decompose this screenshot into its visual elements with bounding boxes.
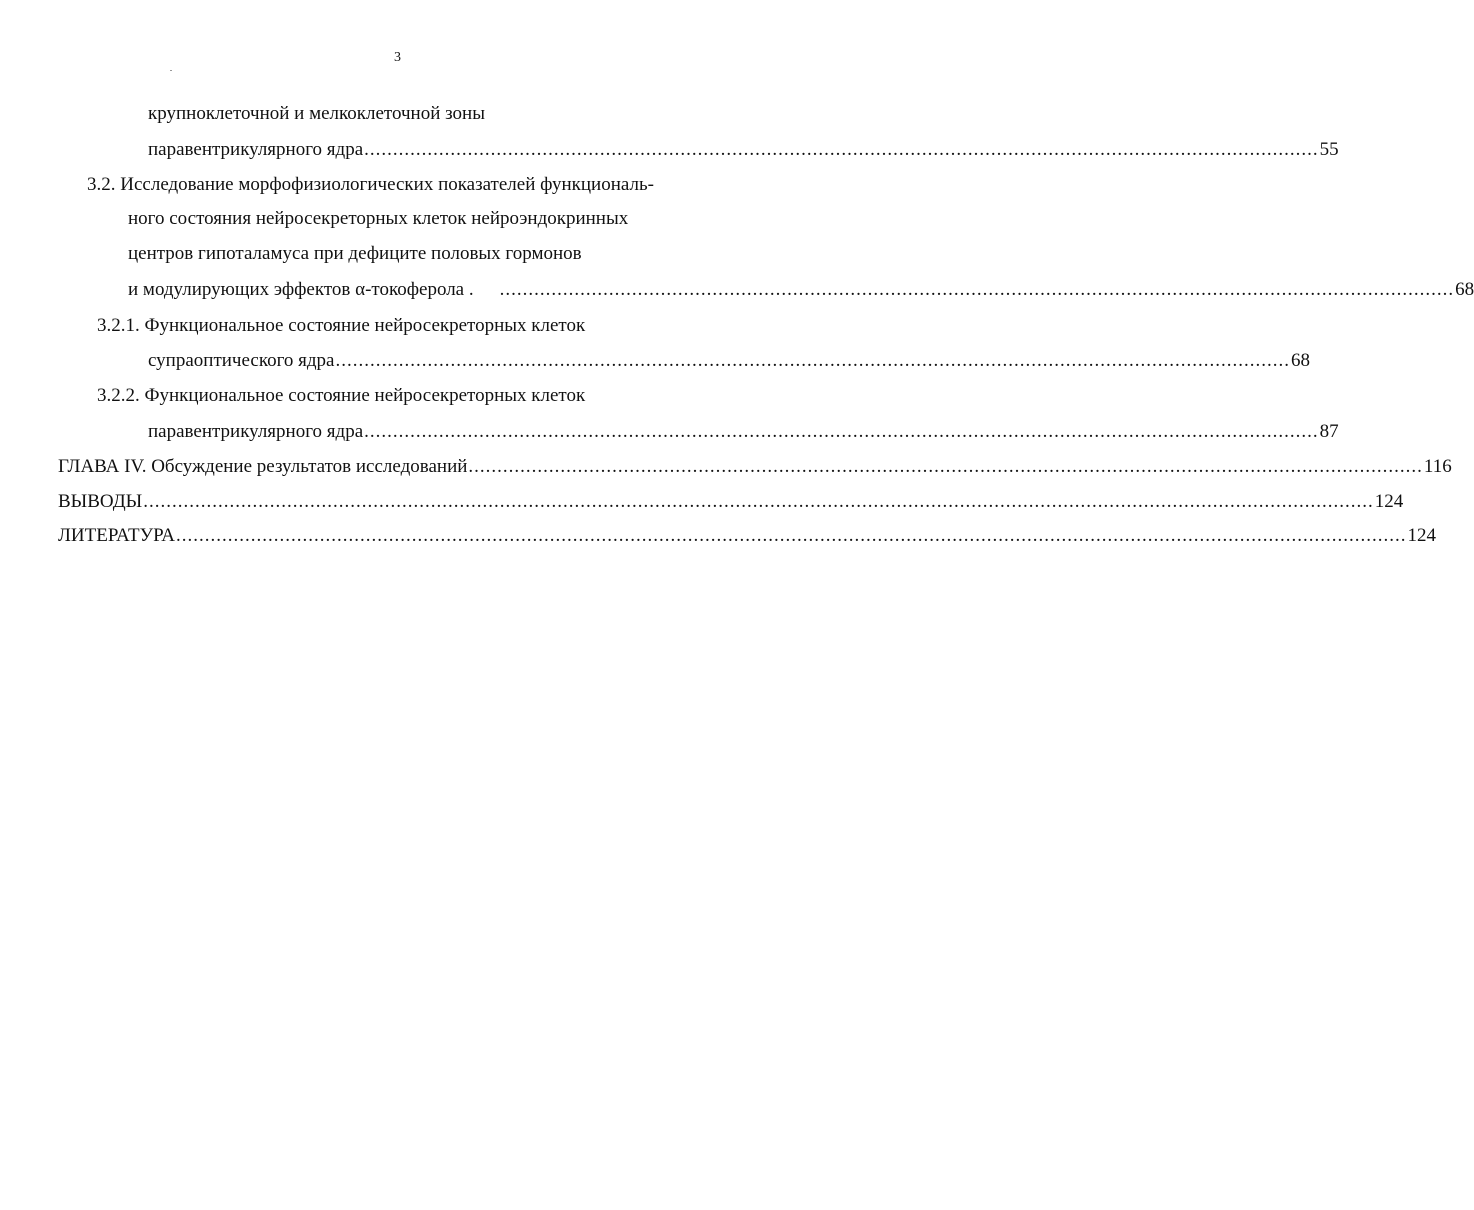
toc-line [87, 170, 654, 200]
toc-page-number: 68 [1291, 350, 1310, 371]
leader-dots: ...................................................................................................................................................................... [364, 139, 1319, 160]
leader-dots: ...................................................................................................................................................................... [499, 279, 1455, 300]
scan-speck [170, 70, 172, 71]
toc-line [148, 99, 485, 129]
toc-line [58, 487, 1404, 517]
leader-dots: ...................................................................................................................................................................... [335, 350, 1290, 371]
leader-dots: ...................................................................................................................................................................... [468, 456, 1423, 477]
toc-page-number: 116 [1423, 456, 1452, 477]
toc-entry-text: ЛИТЕРАТУРА [58, 525, 175, 546]
toc-entry-text: супраоптического ядра [148, 350, 335, 371]
toc-entry-text: 3.2.1. Функциональное состояние нейросекреторных клеток [97, 315, 586, 336]
toc-page-number: 87 [1319, 421, 1339, 442]
toc-entry-text: ВЫВОДЫ [58, 491, 143, 512]
toc-entry-text: ГЛАВА IV. Обсуждение результатов исследований [58, 456, 468, 477]
toc-line [58, 452, 1452, 482]
toc-entry-text: и модулирующих эффектов α-токоферола . [128, 279, 474, 300]
toc-entry-text: ного состояния нейросекреторных клеток нейроэндокринных [128, 208, 629, 229]
toc-line [148, 135, 1339, 165]
toc-entry-text: 3.2. Исследование морфофизиологических показателей функциональ- [87, 174, 654, 195]
toc-line [128, 239, 582, 269]
leader-dots: ...................................................................................................................................................................... [364, 421, 1319, 442]
toc-entry-text: паравентрикулярного ядра [148, 139, 364, 160]
toc-page-number: 124 [1407, 525, 1436, 546]
toc-entry-text: 3.2.2. Функциональное состояние нейросекреторных клеток [97, 385, 586, 406]
toc-page-number: 124 [1374, 491, 1404, 512]
toc-entry-text: паравентрикулярного ядра [148, 421, 364, 442]
toc-line [58, 521, 1436, 551]
toc-line [97, 311, 585, 341]
toc-entry-text: крупноклеточной и мелкоклеточной зоны [148, 103, 485, 124]
toc-entry-text: центров гипоталамуса при дефиците половых гормонов [128, 243, 582, 264]
toc-line [128, 275, 1474, 305]
toc-line [97, 381, 585, 411]
page-number: 3 [394, 50, 401, 65]
toc-line [148, 346, 1310, 376]
toc-line [128, 204, 628, 234]
toc-page-number: 68 [1455, 279, 1474, 300]
leader-dots: ...................................................................................................................................................................................................................... [175, 525, 1407, 546]
leader-dots: ...................................................................................................................................................................................................................... [143, 491, 1374, 512]
toc-page-number: 55 [1319, 139, 1339, 160]
toc-line [148, 417, 1339, 447]
